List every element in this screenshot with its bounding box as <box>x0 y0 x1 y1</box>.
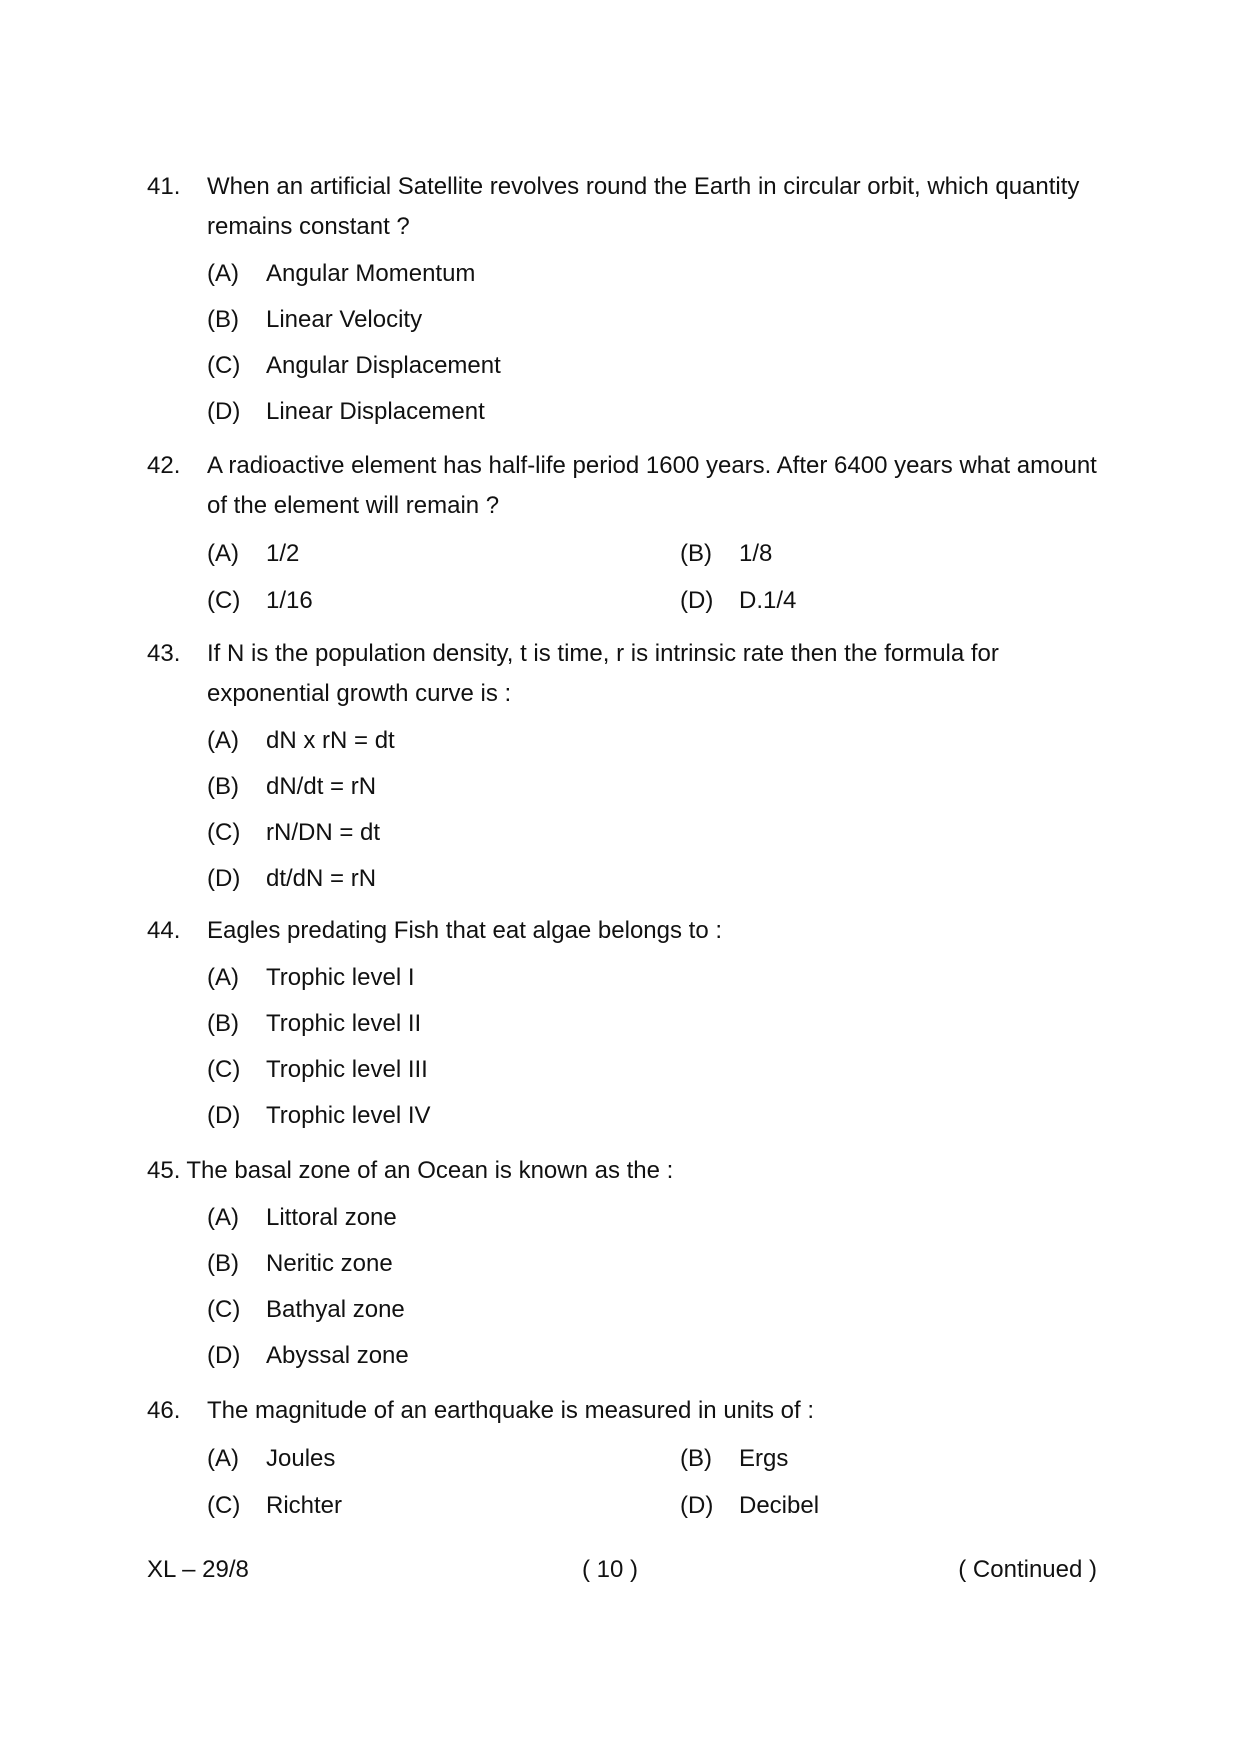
option-text: Bathyal zone <box>266 1296 405 1323</box>
question-42 <box>147 446 1097 624</box>
question-header <box>147 1151 1097 1191</box>
question-header <box>147 446 1097 526</box>
option-letter: (A) <box>207 539 239 567</box>
option-text: Trophic level III <box>266 1056 428 1083</box>
option-d <box>207 1093 1097 1139</box>
question-text: Eagles predating Fish that eat algae belongs to : <box>207 917 723 944</box>
option-a <box>207 718 1097 764</box>
options-list <box>207 718 1097 902</box>
question-header <box>147 634 1097 714</box>
option-letter: (A) <box>207 260 239 287</box>
option-b <box>207 1001 1097 1047</box>
question-text: The magnitude of an earthquake is measured in units of : <box>207 1397 815 1424</box>
option-letter: (D) <box>680 586 714 614</box>
option-c <box>207 343 1097 389</box>
option-letter: (D) <box>207 1102 241 1129</box>
option-letter: (C) <box>207 352 241 379</box>
option-text: rN/DN = dt <box>266 819 381 846</box>
option-letter: (B) <box>207 1250 239 1277</box>
page-footer <box>147 1550 1097 1590</box>
question-text: The basal zone of an Ocean is known as the : <box>186 1157 674 1184</box>
option-text: dt/dN = rN <box>266 865 377 892</box>
option-b <box>207 297 1097 343</box>
option-letter: (C) <box>207 819 241 846</box>
option-letter: (D) <box>207 865 241 892</box>
option-c <box>207 1047 1097 1093</box>
option-text: Linear Velocity <box>266 306 423 333</box>
option-letter: (B) <box>207 773 239 800</box>
option-letter: (C) <box>207 1056 241 1083</box>
option-letter: (D) <box>680 1491 714 1519</box>
option-d <box>207 389 1097 435</box>
question-text: A radioactive element has half-life period 1600 years. After 6400 years what amount of the element will remain ? <box>207 452 1097 519</box>
page-number: ( 10 ) <box>582 1556 639 1583</box>
question-text: If N is the population density, t is time, r is intrinsic rate then the formula for exponential growth curve is : <box>207 640 999 707</box>
option-text: Richter <box>266 1491 343 1519</box>
option-a <box>207 530 680 577</box>
option-d <box>207 1333 1097 1379</box>
option-text: dN x rN = dt <box>266 727 395 754</box>
option-letter: (D) <box>207 1342 241 1369</box>
option-a <box>207 251 1097 297</box>
option-text: Angular Displacement <box>266 352 501 379</box>
option-text: Neritic zone <box>266 1250 393 1277</box>
option-b <box>680 1435 980 1482</box>
option-letter: (A) <box>207 1204 239 1231</box>
option-b <box>207 764 1097 810</box>
option-letter: (A) <box>207 727 239 754</box>
option-text: Trophic level II <box>266 1010 422 1037</box>
question-header <box>147 1391 1097 1431</box>
question-number: 43. <box>147 640 181 667</box>
question-41 <box>147 167 1097 435</box>
question-header <box>147 911 1097 951</box>
option-text: Abyssal zone <box>266 1342 409 1369</box>
option-c <box>207 810 1097 856</box>
option-a <box>207 1195 1097 1241</box>
question-number: 41. <box>147 173 181 200</box>
options-list <box>207 1195 1097 1379</box>
option-text: Trophic level I <box>266 964 415 991</box>
option-text: Littoral zone <box>266 1204 397 1231</box>
option-d <box>680 577 980 624</box>
option-letter: (C) <box>207 1491 241 1519</box>
option-a <box>207 1435 680 1482</box>
option-text: Ergs <box>739 1444 789 1472</box>
option-text: Trophic level IV <box>266 1102 431 1129</box>
option-text: 1/8 <box>739 539 773 567</box>
question-46 <box>147 1391 1097 1529</box>
option-d <box>207 856 1097 902</box>
option-letter: (D) <box>207 398 241 425</box>
option-b <box>680 530 980 577</box>
option-text: Angular Momentum <box>266 260 476 287</box>
option-text: 1/16 <box>266 586 313 614</box>
option-letter: (C) <box>207 1296 241 1323</box>
option-letter: (B) <box>207 1010 239 1037</box>
question-number: 45. <box>147 1157 181 1184</box>
option-letter: (B) <box>680 1444 712 1472</box>
options-list <box>207 955 1097 1139</box>
options-list <box>207 251 1097 435</box>
option-letter: (B) <box>680 539 712 567</box>
question-number: 46. <box>147 1397 181 1424</box>
option-text: 1/2 <box>266 539 300 567</box>
option-d <box>680 1482 980 1529</box>
option-text: Decibel <box>739 1491 820 1519</box>
option-text: Joules <box>266 1444 336 1472</box>
question-43 <box>147 634 1097 902</box>
question-text: When an artificial Satellite revolves round the Earth in circular orbit, which quantity remains constant ? <box>207 173 1080 240</box>
question-header <box>147 167 1097 247</box>
question-number: 44. <box>147 917 181 944</box>
question-number: 42. <box>147 452 181 479</box>
continued-label: ( Continued ) <box>958 1556 1097 1583</box>
option-a <box>207 955 1097 1001</box>
question-44 <box>147 911 1097 1139</box>
paper-code: XL – 29/8 <box>147 1556 249 1583</box>
option-text: Linear Displacement <box>266 398 485 425</box>
option-letter: (C) <box>207 586 241 614</box>
options-grid <box>207 530 1097 624</box>
option-letter: (A) <box>207 1444 239 1472</box>
options-grid <box>207 1435 1097 1529</box>
option-c <box>207 577 680 624</box>
option-text: dN/dt = rN <box>266 773 377 800</box>
option-c <box>207 1287 1097 1333</box>
option-b <box>207 1241 1097 1287</box>
option-c <box>207 1482 680 1529</box>
option-letter: (B) <box>207 306 239 333</box>
question-45 <box>147 1151 1097 1379</box>
option-letter: (A) <box>207 964 239 991</box>
option-text: D.1/4 <box>739 586 797 614</box>
